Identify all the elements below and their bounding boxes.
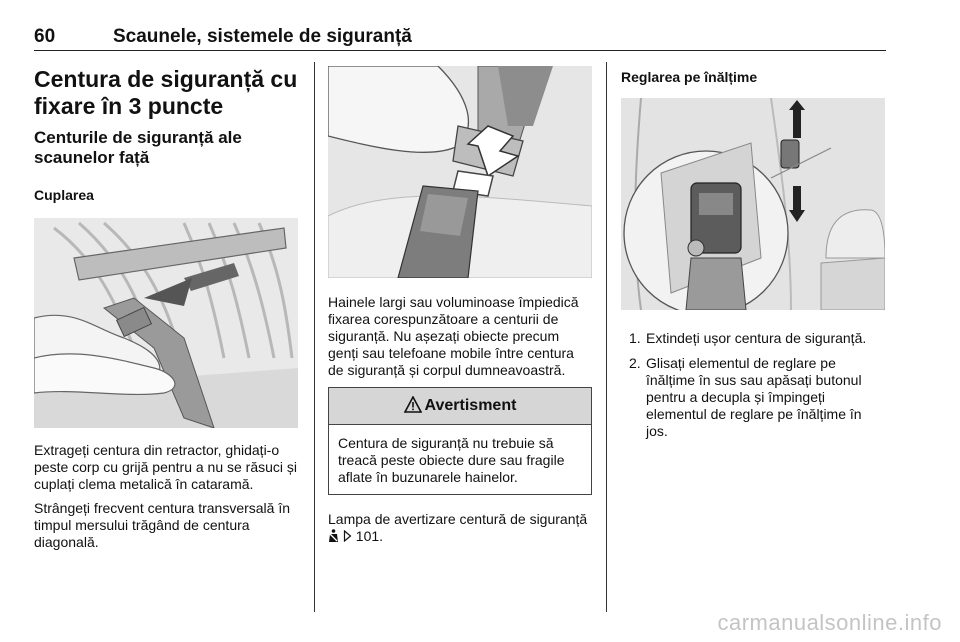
step-number: 1. [629,330,641,346]
column-divider-1 [314,62,315,612]
running-title: Scaunele, sistemele de siguranță [113,26,412,47]
list-item [621,330,886,347]
height-adjuster-illustration [621,98,885,310]
warning-title: Avertisment [424,397,517,414]
buckle-insert-illustration [328,66,592,278]
warning-box [328,387,592,495]
warning-triangle-icon [404,391,422,427]
subsection-heading: Centurile de siguranță ale scaunelor față [34,128,242,167]
height-adjust-heading: Reglarea pe înălțime [621,69,758,85]
lamp-text: Lampa de avertizare centură de siguranță [328,511,588,527]
page-number: 60 [34,26,56,47]
column-middle [328,62,592,554]
lamp-reference [328,511,592,547]
adjust-steps [621,330,886,440]
column-right [621,62,886,448]
section-heading: Centura de siguranță cu fixare în 3 puncte [34,66,298,119]
page-header [34,24,886,51]
step-text: Glisați elementul de reglare pe înălțime în sus sau apăsați butonul pentru a decupla și împingeți elementul de reglare pe înălțime în jos. [646,355,862,439]
warning-header [329,388,591,425]
buckling-illustration [34,218,298,428]
cuplarea-heading: Cuplarea [34,187,94,203]
warning-text: Centura de siguranță nu trebuie să treacă peste obiecte dure sau fragile aflate în buzunarele hainelor. [338,435,565,485]
clothing-note: Hainele largi sau voluminoase împiedică fixarea corespunzătoare a centurii de siguranță. Nu așezați obiecte precum genți sau telefoane mobile între centura de siguranță și corpul dumneavoastră. [328,294,579,378]
tightening-instructions: Strângeți frecvent centura transversală în timpul mersului trăgând de centura diagonală. [34,500,291,550]
page-reference-arrow-icon [343,529,352,546]
watermark: carmanualsonline.info [717,610,942,635]
list-item [621,355,886,440]
lamp-page-ref[interactable]: 101. [355,528,384,544]
column-left [34,62,298,558]
buckling-instructions: Extrageți centura din retractor, ghidați-o peste corp cu grijă pentru a nu se răsuci și cuplați clema metalică în cataramă. [34,442,298,492]
step-number: 2. [629,355,641,371]
column-divider-2 [606,62,607,612]
step-text: Extindeți ușor centura de siguranță. [646,330,867,346]
seatbelt-person-icon [328,529,339,547]
